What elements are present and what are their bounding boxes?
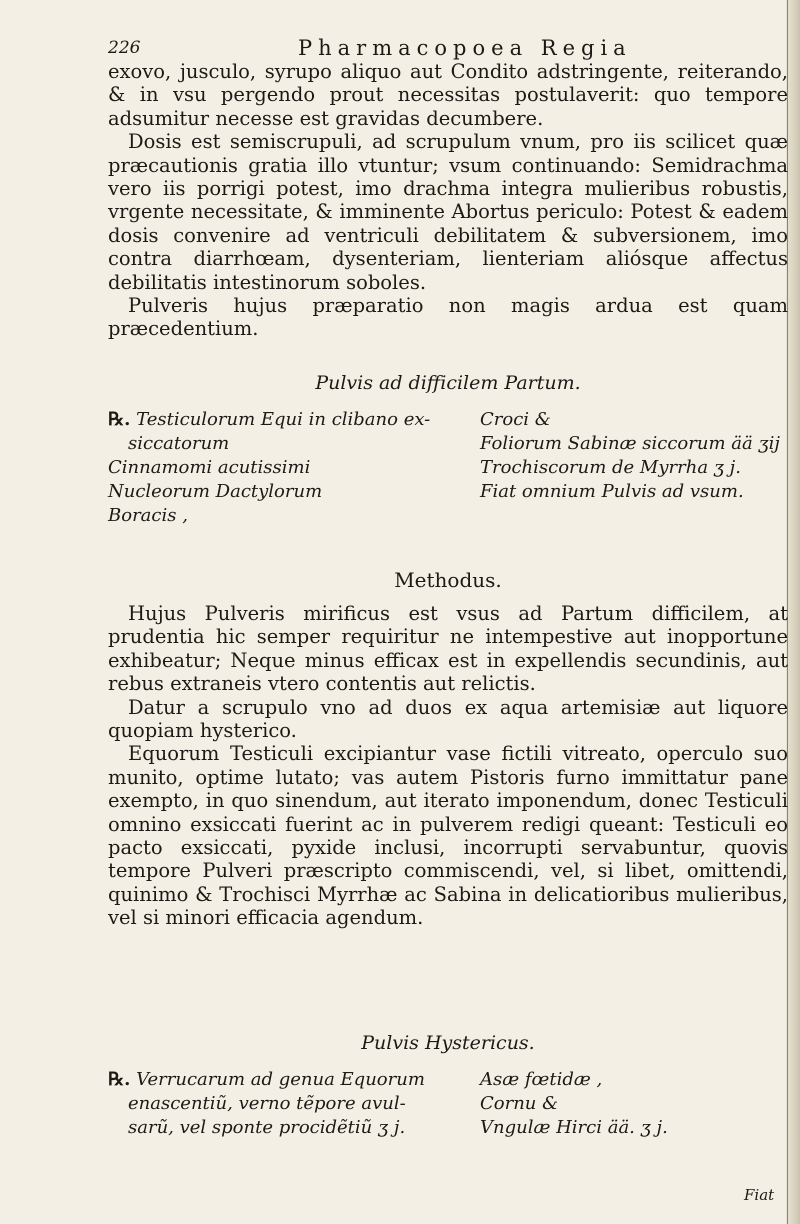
paragraph: Equorum Testiculi excipiantur vase fictili vitreato, operculo suo munito, optime lutato; vas autem Pistoris furno immittatur pane exempto, in quo sinendum, aut iterato imponendum, donec Testiculi omnino exsiccati fuerint ac in pulverem redigi queant: Testiculi eo pacto exsiccati, pyxide inclusi, incorrupti servabuntur, quovis tempore Pulveri præscripto commiscendi, vel, si libet, omittendi, quinimo & Trochisci Myrrhæ ac Sabina in delicatioribus mulieribus, vel si minori efficacia agendum. bbox=[108, 742, 788, 930]
ingredient-line: Verrucarum ad genua Equorum bbox=[136, 1069, 425, 1090]
running-title: Pharmacopoea Regia bbox=[298, 36, 632, 60]
method-text-block bbox=[108, 602, 788, 930]
ingredient-line: Trochiscorum de Myrrha ʒ j. bbox=[480, 457, 741, 478]
recipe-title: Pulvis Hystericus. bbox=[361, 1032, 535, 1054]
paragraph: Datur a scrupulo vno ad duos ex aqua artemisiæ aut liquore quopiam hysterico. bbox=[108, 695, 788, 743]
ingredient-line: enascentiũ, verno tẽpore avul- bbox=[128, 1093, 406, 1114]
page-header bbox=[108, 38, 708, 62]
recipe-ingredients-left bbox=[108, 1068, 468, 1140]
catchword: Fiat bbox=[744, 1186, 775, 1204]
page-number: 226 bbox=[108, 38, 141, 58]
recipe-symbol: ℞. bbox=[108, 1069, 131, 1090]
top-text-block bbox=[108, 60, 788, 341]
ingredient-line: Croci & bbox=[480, 409, 551, 430]
recipe-symbol: ℞. bbox=[108, 409, 131, 430]
ingredient-line: Nucleorum Dactylorum bbox=[108, 481, 323, 502]
page-edge bbox=[786, 0, 800, 1224]
paragraph: Hujus Pulveris mirificus est vsus ad Partum difficilem, at prudentia hic semper requiritur ne intempestive aut inopportune exhibeatur; Neque minus efficax est in expellendis secundinis, aut rebus extraneis vtero contentis aut relictis. bbox=[108, 602, 788, 696]
ingredient-line: Cinnamomi acutissimi bbox=[108, 457, 311, 478]
recipe-ingredients-left bbox=[108, 408, 468, 528]
recipe-ingredients-right bbox=[480, 408, 790, 504]
ingredient-line: Testiculorum Equi in clibano ex- bbox=[136, 409, 431, 430]
ingredient-line: Foliorum Sabinæ siccorum ää ʒij bbox=[480, 433, 780, 454]
ingredient-line: sarũ, vel sponte procidẽtiũ ʒ j. bbox=[128, 1117, 406, 1138]
ingredient-line: Asæ fœtidæ , bbox=[480, 1069, 603, 1090]
ingredient-line: siccatorum bbox=[128, 433, 230, 454]
recipe-block bbox=[108, 1068, 788, 1148]
method-title: Methodus. bbox=[394, 568, 502, 592]
paragraph: Pulveris hujus præparatio non magis ardua est quam præcedentium. bbox=[108, 294, 788, 341]
paragraph: exovo, jusculo, syrupo aliquo aut Condito adstringente, reiterando, & in vsu pergendo prout necessitas postulaverit: quo tempore adsumitur necesse est gravidas decumbere. bbox=[108, 60, 788, 130]
ingredient-line: Cornu & bbox=[480, 1093, 559, 1114]
ingredient-line: Fiat omnium Pulvis ad vsum. bbox=[480, 481, 744, 502]
recipe-ingredients-right bbox=[480, 1068, 790, 1140]
recipe-title: Pulvis ad difficilem Partum. bbox=[315, 372, 581, 394]
paragraph: Dosis est semiscrupuli, ad scrupulum vnum, pro iis scilicet quæ præcautionis gratia illo vtuntur; vsum continuando: Semidrachma vero iis porrigi potest, imo drachma integra mulieribus robustis, vrgente necessitate, & imminente Abortus periculo: Potest & eadem dosis convenire ad ventriculi debilitatem & subversionem, imo contra diarrhœam, dysenteriam, lienteriam aliósque affectus debilitatis intestinorum soboles. bbox=[108, 130, 788, 294]
ingredient-line: Vngulæ Hirci ää. ʒ j. bbox=[480, 1117, 668, 1138]
ingredient-line: Boracis , bbox=[108, 505, 188, 526]
recipe-block bbox=[108, 408, 788, 538]
